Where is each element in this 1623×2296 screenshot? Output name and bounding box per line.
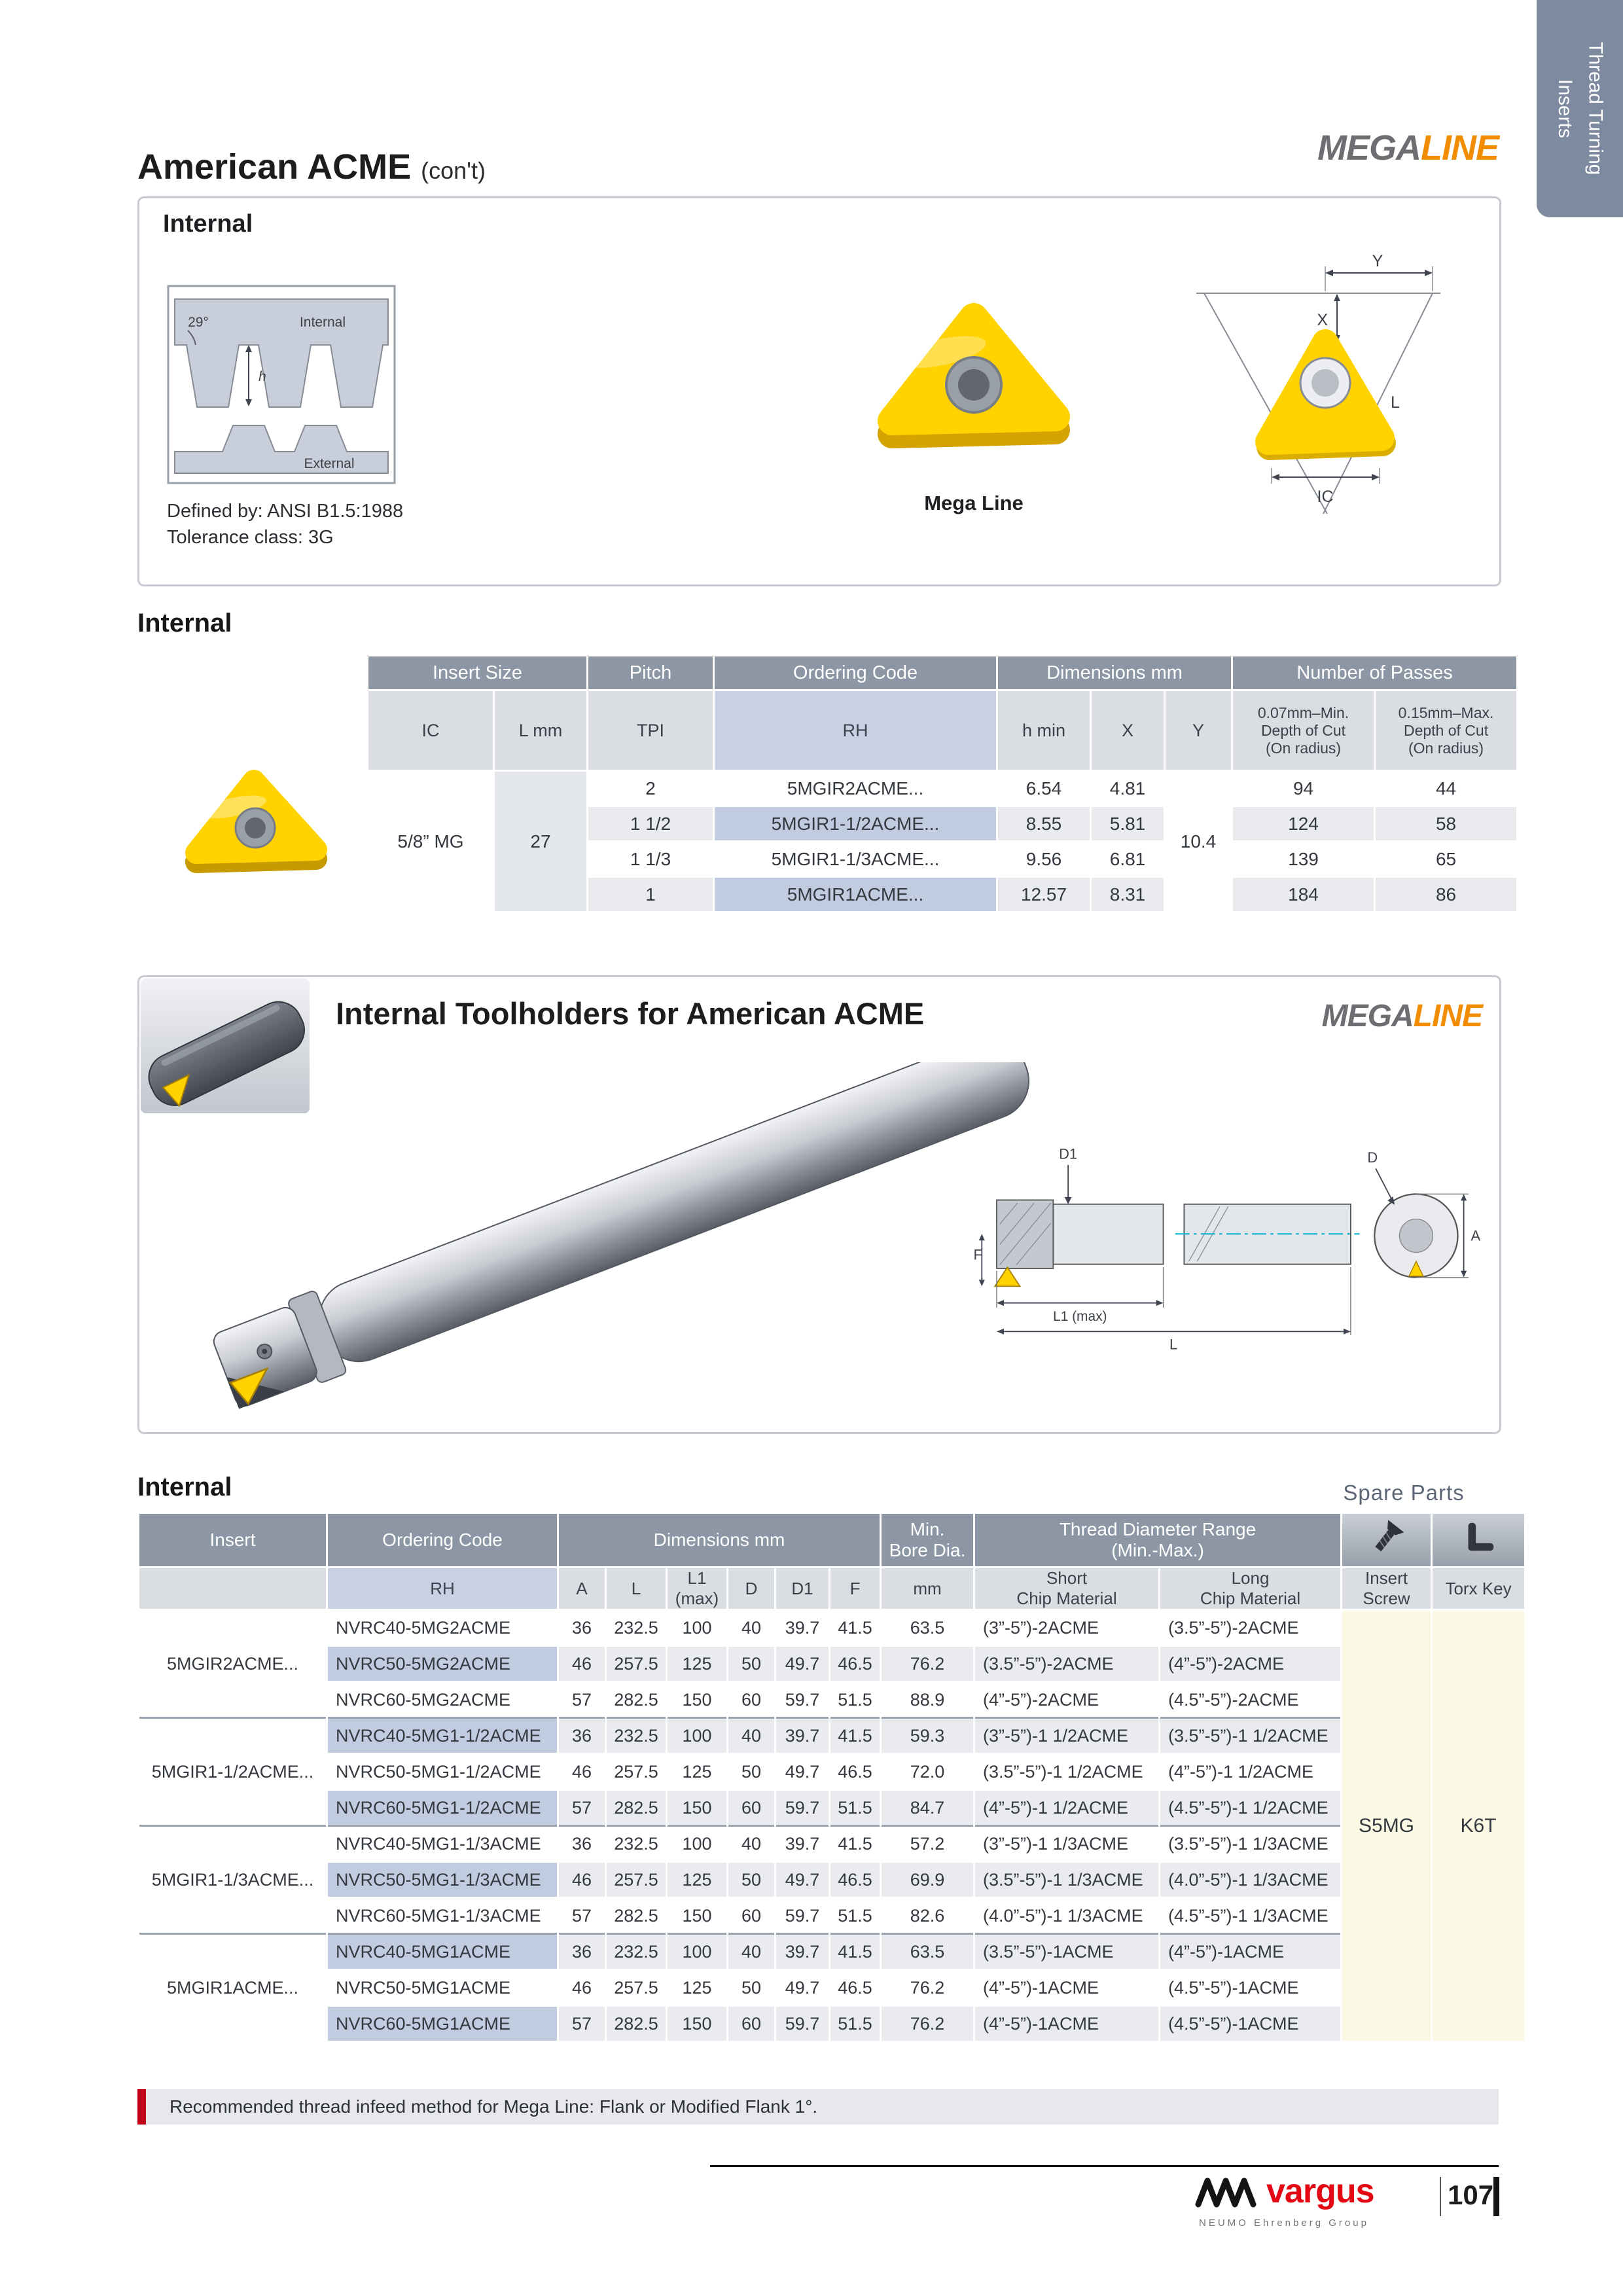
- l-cell: 232.5: [607, 1827, 666, 1861]
- header-thread-range: [975, 1514, 1340, 1566]
- max-passes-cell: 58: [1376, 807, 1516, 840]
- ordering-code-cell: NVRC40-5MG2ACME: [328, 1611, 557, 1645]
- bore-cell: 84.7: [882, 1791, 973, 1825]
- l-cell: 232.5: [607, 1935, 666, 1969]
- short-chip-cell: (3.5”-5”)-1 1/3ACME: [975, 1863, 1158, 1897]
- table1-group-header-row: [368, 656, 1516, 689]
- footer-divider: [1440, 2177, 1441, 2216]
- min-passes-cell: 124: [1233, 807, 1374, 840]
- internal-inserts-table: [366, 655, 1518, 913]
- table-row: [139, 1647, 1524, 1681]
- max-depth-line2: Depth of Cut: [1403, 721, 1489, 739]
- a-cell: 57: [559, 1899, 605, 1933]
- vargus-zigzag-icon: [1194, 2174, 1266, 2210]
- vargus-subtext: NEUMO Ehrenberg Group: [1199, 2217, 1369, 2229]
- a-cell: 57: [559, 1791, 605, 1825]
- ordering-code-cell: 5MGIR1ACME...: [715, 878, 996, 911]
- f-cell: 41.5: [830, 1611, 880, 1645]
- profile-angle-label: 29°: [188, 315, 209, 330]
- long-chip-cell: (4.5”-5”)-1 1/2ACME: [1160, 1791, 1340, 1825]
- l1-line2: (max): [675, 1588, 719, 1608]
- table2-section-heading: Internal: [137, 1473, 232, 1501]
- table2-group-header-row: [139, 1514, 1524, 1566]
- subheader-mm: mm: [882, 1568, 973, 1609]
- torx-key-cell: K6T: [1433, 1611, 1524, 2041]
- a-cell: 36: [559, 1827, 605, 1861]
- long-chip-cell: (4.5”-5”)-2ACME: [1160, 1683, 1340, 1717]
- subheader-rh: RH: [328, 1568, 557, 1609]
- subheader-ic: IC: [368, 691, 493, 770]
- subheader-tpi: TPI: [588, 691, 713, 770]
- subheader-d: D: [728, 1568, 774, 1609]
- f-cell: 46.5: [830, 1971, 880, 2005]
- table-row: [139, 1827, 1524, 1861]
- insert-caption: Mega Line: [924, 492, 1024, 514]
- tpi-cell: 1: [588, 878, 713, 911]
- toolholder-dimension-diagram: [964, 1128, 1488, 1409]
- a-cell: 46: [559, 1647, 605, 1681]
- table-row: [139, 1971, 1524, 2005]
- table1-insert-photo: [156, 749, 352, 890]
- l1-line1: L1: [687, 1568, 707, 1588]
- dim-l1-label: L1 (max): [1053, 1309, 1107, 1324]
- table1-section-heading: Internal: [137, 609, 232, 637]
- table-row: [139, 1899, 1524, 1933]
- page-title: [137, 147, 486, 187]
- f-cell: 51.5: [830, 2007, 880, 2041]
- a-cell: 57: [559, 2007, 605, 2041]
- a-cell: 57: [559, 1683, 605, 1717]
- ordering-code-cell: NVRC60-5MG1-1/3ACME: [328, 1899, 557, 1933]
- overview-box: [137, 196, 1501, 586]
- d1-cell: 49.7: [776, 1647, 829, 1681]
- long-chip-cell: (4.5”-5”)-1ACME: [1160, 2007, 1340, 2041]
- table-row: [139, 1755, 1524, 1789]
- ordering-code-cell: NVRC50-5MG1ACME: [328, 1971, 557, 2005]
- bore-cell: 69.9: [882, 1863, 973, 1897]
- max-passes-cell: 44: [1376, 772, 1516, 805]
- ordering-code-cell: NVRC50-5MG1-1/2ACME: [328, 1755, 557, 1789]
- min-bore-line2: Bore Dia.: [889, 1540, 966, 1560]
- l-cell: 257.5: [607, 1863, 666, 1897]
- d1-cell: 59.7: [776, 1683, 829, 1717]
- max-passes-cell: 86: [1376, 878, 1516, 911]
- subheader-insert-empty: [139, 1568, 326, 1609]
- dim-l-label: L: [1169, 1336, 1178, 1353]
- subheader-a: A: [559, 1568, 605, 1609]
- l1-cell: 100: [668, 1611, 726, 1645]
- insert-screw-cell: S5MG: [1342, 1611, 1431, 2041]
- ordering-code-cell: NVRC40-5MG1-1/3ACME: [328, 1827, 557, 1861]
- bore-cell: 72.0: [882, 1755, 973, 1789]
- f-cell: 41.5: [830, 1935, 880, 1969]
- f-cell: 46.5: [830, 1647, 880, 1681]
- header-insert-size: Insert Size: [368, 656, 586, 689]
- d-cell: 40: [728, 1827, 774, 1861]
- l1-cell: 100: [668, 1935, 726, 1969]
- long-chip-cell: (4”-5”)-1ACME: [1160, 1935, 1340, 1969]
- f-cell: 46.5: [830, 1755, 880, 1789]
- ic-cell: 5/8” MG: [368, 772, 493, 911]
- l1-cell: 150: [668, 1791, 726, 1825]
- table-row: [139, 1611, 1524, 1645]
- long-chip-line1: Long: [1231, 1568, 1270, 1588]
- bore-cell: 82.6: [882, 1899, 973, 1933]
- subheader-max-depth: [1376, 691, 1516, 770]
- toolholder-box: [137, 975, 1501, 1434]
- min-passes-cell: 184: [1233, 878, 1374, 911]
- a-cell: 36: [559, 1935, 605, 1969]
- subheader-rh: RH: [715, 691, 996, 770]
- d-cell: 40: [728, 1935, 774, 1969]
- a-cell: 46: [559, 1755, 605, 1789]
- dim-f-label: F: [973, 1246, 982, 1263]
- insert-group-cell: 5MGIR1-1/3ACME...: [139, 1827, 326, 1933]
- l1-cell: 125: [668, 1863, 726, 1897]
- f-cell: 51.5: [830, 1683, 880, 1717]
- insert-screw-line2: Screw: [1363, 1588, 1410, 1608]
- bore-cell: 76.2: [882, 1647, 973, 1681]
- ordering-code-cell: NVRC40-5MG1-1/2ACME: [328, 1719, 557, 1753]
- page-title-suffix: (con't): [421, 157, 486, 185]
- l-cell: 282.5: [607, 1899, 666, 1933]
- bore-cell: 63.5: [882, 1611, 973, 1645]
- h-min-cell: 12.57: [998, 878, 1090, 911]
- thread-range-line2: (Min.-Max.): [1111, 1540, 1204, 1560]
- min-passes-cell: 94: [1233, 772, 1374, 805]
- header-insert: Insert: [139, 1514, 326, 1566]
- subheader-torx-key: Torx Key: [1433, 1568, 1524, 1609]
- header-torx-key-icon: [1433, 1514, 1524, 1566]
- d1-cell: 39.7: [776, 1935, 829, 1969]
- dim-y-label: Y: [1372, 252, 1383, 270]
- ordering-code-cell: NVRC60-5MG2ACME: [328, 1683, 557, 1717]
- short-chip-cell: (3.5”-5”)-1ACME: [975, 1935, 1158, 1969]
- header-ordering-code: Ordering Code: [715, 656, 996, 689]
- short-chip-cell: (4”-5”)-1ACME: [975, 2007, 1158, 2041]
- dim-l-label: L: [1391, 393, 1400, 412]
- side-tab-label: [1550, 42, 1611, 175]
- insert-dimension-diagram: [1180, 244, 1468, 539]
- toolholder-title: Internal Toolholders for American ACME: [336, 996, 925, 1031]
- l1-cell: 125: [668, 1971, 726, 2005]
- ordering-code-cell: NVRC50-5MG1-1/3ACME: [328, 1863, 557, 1897]
- profile-external-label: External: [304, 456, 355, 471]
- bore-cell: 57.2: [882, 1827, 973, 1861]
- f-cell: 51.5: [830, 1899, 880, 1933]
- d1-cell: 49.7: [776, 1971, 829, 2005]
- table-row: [139, 2007, 1524, 2041]
- ordering-code-cell: 5MGIR2ACME...: [715, 772, 996, 805]
- table1-sub-header-row: [368, 691, 1516, 770]
- side-tab-thread-turning-inserts: [1537, 0, 1623, 217]
- d-cell: 60: [728, 1899, 774, 1933]
- f-cell: 46.5: [830, 1863, 880, 1897]
- dim-ic-label: IC: [1317, 488, 1334, 506]
- f-cell: 51.5: [830, 1791, 880, 1825]
- insert-group-cell: 5MGIR2ACME...: [139, 1611, 326, 1717]
- note-accent: [137, 2089, 146, 2125]
- short-chip-cell: (3”-5”)-1 1/3ACME: [975, 1827, 1158, 1861]
- l1-cell: 100: [668, 1719, 726, 1753]
- d-cell: 50: [728, 1971, 774, 2005]
- mega-text: MEGA: [1317, 128, 1421, 168]
- long-chip-cell: (4.5”-5”)-1ACME: [1160, 1971, 1340, 2005]
- y-cell: 10.4: [1166, 772, 1231, 911]
- f-cell: 41.5: [830, 1719, 880, 1753]
- side-tab-line2: Inserts: [1554, 79, 1576, 138]
- tpi-cell: 1 1/3: [588, 842, 713, 876]
- mega-text: MEGA: [1321, 999, 1414, 1033]
- defined-by-text: Defined by: ANSI B1.5:1988: [167, 501, 404, 522]
- a-cell: 36: [559, 1611, 605, 1645]
- l-cell: 257.5: [607, 1755, 666, 1789]
- bore-cell: 63.5: [882, 1935, 973, 1969]
- l1-cell: 125: [668, 1647, 726, 1681]
- h-min-cell: 9.56: [998, 842, 1090, 876]
- min-passes-cell: 139: [1233, 842, 1374, 876]
- l1-cell: 125: [668, 1755, 726, 1789]
- long-chip-cell: (3.5”-5”)-1 1/2ACME: [1160, 1719, 1340, 1753]
- d1-cell: 39.7: [776, 1719, 829, 1753]
- short-chip-cell: (3.5”-5”)-1 1/2ACME: [975, 1755, 1158, 1789]
- table-row: [139, 1719, 1524, 1753]
- thread-range-line1: Thread Diameter Range: [1059, 1519, 1257, 1539]
- ordering-code-cell: NVRC40-5MG1ACME: [328, 1935, 557, 1969]
- subheader-l: L: [607, 1568, 666, 1609]
- l-cell: 282.5: [607, 1791, 666, 1825]
- insert-group-cell: 5MGIR1-1/2ACME...: [139, 1719, 326, 1825]
- long-chip-cell: (4”-5”)-1 1/2ACME: [1160, 1755, 1340, 1789]
- subheader-min-depth: [1233, 691, 1374, 770]
- thread-profile-diagram: [167, 285, 396, 484]
- page-title-text: American ACME: [137, 147, 412, 187]
- header-min-bore: [882, 1514, 973, 1566]
- l1-cell: 150: [668, 1899, 726, 1933]
- h-min-cell: 6.54: [998, 772, 1090, 805]
- vargus-wordmark: vargus: [1266, 2172, 1374, 2210]
- table-row: [139, 1935, 1524, 1969]
- max-depth-line1: 0.15mm–Max.: [1398, 704, 1494, 721]
- d-cell: 50: [728, 1647, 774, 1681]
- d1-cell: 39.7: [776, 1611, 829, 1645]
- insert-group-cell: 5MGIR1ACME...: [139, 1935, 326, 2041]
- d1-cell: 59.7: [776, 1899, 829, 1933]
- long-chip-cell: (3.5”-5”)-2ACME: [1160, 1611, 1340, 1645]
- l-cell: 282.5: [607, 1683, 666, 1717]
- long-chip-cell: (3.5”-5”)-1 1/3ACME: [1160, 1827, 1340, 1861]
- subheader-l1: [668, 1568, 726, 1609]
- profile-h-label: h: [259, 369, 266, 384]
- x-cell: 4.81: [1092, 772, 1164, 805]
- subheader-short-chip: [975, 1568, 1158, 1609]
- d1-cell: 39.7: [776, 1827, 829, 1861]
- ordering-code-cell: 5MGIR1-1/3ACME...: [715, 842, 996, 876]
- screw-icon: [1368, 1519, 1406, 1557]
- l-cell: 232.5: [607, 1719, 666, 1753]
- header-insert-screw-icon: [1342, 1514, 1431, 1566]
- short-chip-cell: (3”-5”)-1 1/2ACME: [975, 1719, 1158, 1753]
- megaline-logo: [1230, 128, 1499, 168]
- dim-x-label: X: [1317, 311, 1328, 329]
- table1-wrap: [366, 655, 1499, 913]
- table2-wrap: [137, 1512, 1512, 2043]
- subheader-long-chip: [1160, 1568, 1340, 1609]
- page-number: 107: [1448, 2179, 1494, 2210]
- ordering-code-cell: NVRC60-5MG1ACME: [328, 2007, 557, 2041]
- d-cell: 40: [728, 1719, 774, 1753]
- torx-key-icon: [1459, 1519, 1497, 1557]
- a-cell: 46: [559, 1863, 605, 1897]
- internal-toolholders-table: [137, 1512, 1526, 2043]
- insert-photo: [833, 270, 1115, 480]
- ordering-code-cell: NVRC50-5MG2ACME: [328, 1647, 557, 1681]
- toolholder-render: [159, 1062, 1029, 1429]
- d-cell: 60: [728, 1791, 774, 1825]
- l1-cell: 150: [668, 2007, 726, 2041]
- l1-cell: 100: [668, 1827, 726, 1861]
- header-number-of-passes: Number of Passes: [1233, 656, 1516, 689]
- d-cell: 50: [728, 1863, 774, 1897]
- d-cell: 40: [728, 1611, 774, 1645]
- l-cell: 232.5: [607, 1611, 666, 1645]
- spare-parts-title: Spare Parts: [1343, 1480, 1465, 1505]
- short-chip-cell: (4”-5”)-1ACME: [975, 1971, 1158, 2005]
- d-cell: 60: [728, 2007, 774, 2041]
- d-cell: 50: [728, 1755, 774, 1789]
- long-chip-cell: (4.5”-5”)-1 1/3ACME: [1160, 1899, 1340, 1933]
- subheader-d1: D1: [776, 1568, 829, 1609]
- subheader-h-min: h min: [998, 691, 1090, 770]
- bore-cell: 76.2: [882, 1971, 973, 2005]
- l-cell: 282.5: [607, 2007, 666, 2041]
- table-row: [368, 772, 1516, 805]
- table-row: [139, 1863, 1524, 1897]
- d1-cell: 49.7: [776, 1755, 829, 1789]
- l-cell: 257.5: [607, 1971, 666, 2005]
- header-pitch: Pitch: [588, 656, 713, 689]
- table-row: [139, 1683, 1524, 1717]
- h-min-cell: 8.55: [998, 807, 1090, 840]
- short-chip-line1: Short: [1046, 1568, 1088, 1588]
- profile-internal-label: Internal: [299, 315, 346, 330]
- ordering-code-cell: NVRC60-5MG1-1/2ACME: [328, 1791, 557, 1825]
- note-bar: [137, 2089, 1499, 2125]
- footer-edge-bar: [1493, 2177, 1499, 2216]
- short-chip-cell: (4”-5”)-1 1/2ACME: [975, 1791, 1158, 1825]
- ordering-code-cell: 5MGIR1-1/2ACME...: [715, 807, 996, 840]
- bore-cell: 88.9: [882, 1683, 973, 1717]
- min-bore-line1: Min.: [910, 1519, 945, 1539]
- note-text: Recommended thread infeed method for Mega Line: Flank or Modified Flank 1°.: [169, 2096, 818, 2117]
- dim-d1-label: D1: [1059, 1145, 1078, 1162]
- x-cell: 8.31: [1092, 878, 1164, 911]
- l-cell: 257.5: [607, 1647, 666, 1681]
- a-cell: 36: [559, 1719, 605, 1753]
- subheader-insert-screw: [1342, 1568, 1431, 1609]
- megaline-logo-2: [1322, 998, 1482, 1034]
- table-row: [139, 1791, 1524, 1825]
- short-chip-cell: (4”-5”)-2ACME: [975, 1683, 1158, 1717]
- f-cell: 41.5: [830, 1827, 880, 1861]
- l-mm-cell: 27: [495, 772, 586, 911]
- header-dimensions: Dimensions mm: [998, 656, 1231, 689]
- d1-cell: 59.7: [776, 1791, 829, 1825]
- min-depth-line3: (On radius): [1265, 739, 1342, 757]
- line-text: LINE: [1413, 999, 1482, 1033]
- side-tab-line1: Thread Turning: [1584, 42, 1607, 175]
- header-dimensions: Dimensions mm: [559, 1514, 880, 1566]
- d1-cell: 59.7: [776, 2007, 829, 2041]
- header-ordering-code: Ordering Code: [328, 1514, 557, 1566]
- footer-rule: [710, 2165, 1499, 2167]
- min-depth-line2: Depth of Cut: [1260, 721, 1346, 739]
- line-text: LINE: [1420, 128, 1499, 168]
- subheader-l-mm: L mm: [495, 691, 586, 770]
- vargus-logo: [1194, 2174, 1374, 2210]
- long-chip-cell: (4”-5”)-2ACME: [1160, 1647, 1340, 1681]
- subheader-x: X: [1092, 691, 1164, 770]
- d1-cell: 49.7: [776, 1863, 829, 1897]
- long-chip-line2: Chip Material: [1200, 1588, 1301, 1608]
- subheader-f: F: [830, 1568, 880, 1609]
- subheader-y: Y: [1166, 691, 1231, 770]
- dim-a-label: A: [1471, 1227, 1481, 1244]
- short-chip-cell: (3”-5”)-2ACME: [975, 1611, 1158, 1645]
- short-chip-cell: (3.5”-5”)-2ACME: [975, 1647, 1158, 1681]
- min-depth-line1: 0.07mm–Min.: [1257, 704, 1349, 721]
- d-cell: 60: [728, 1683, 774, 1717]
- x-cell: 6.81: [1092, 842, 1164, 876]
- bore-cell: 59.3: [882, 1719, 973, 1753]
- short-chip-cell: (4.0”-5”)-1 1/3ACME: [975, 1899, 1158, 1933]
- table2-sub-header-row: [139, 1568, 1524, 1609]
- max-passes-cell: 65: [1376, 842, 1516, 876]
- dim-d-label: D: [1367, 1149, 1378, 1166]
- x-cell: 5.81: [1092, 807, 1164, 840]
- short-chip-line2: Chip Material: [1016, 1588, 1117, 1608]
- tpi-cell: 1 1/2: [588, 807, 713, 840]
- a-cell: 46: [559, 1971, 605, 2005]
- l1-cell: 150: [668, 1683, 726, 1717]
- long-chip-cell: (4.0”-5”)-1 1/3ACME: [1160, 1863, 1340, 1897]
- max-depth-line3: (On radius): [1408, 739, 1484, 757]
- bore-cell: 76.2: [882, 2007, 973, 2041]
- overview-heading: Internal: [163, 210, 253, 238]
- tpi-cell: 2: [588, 772, 713, 805]
- insert-screw-line1: Insert: [1365, 1568, 1408, 1588]
- tolerance-text: Tolerance class: 3G: [167, 527, 334, 548]
